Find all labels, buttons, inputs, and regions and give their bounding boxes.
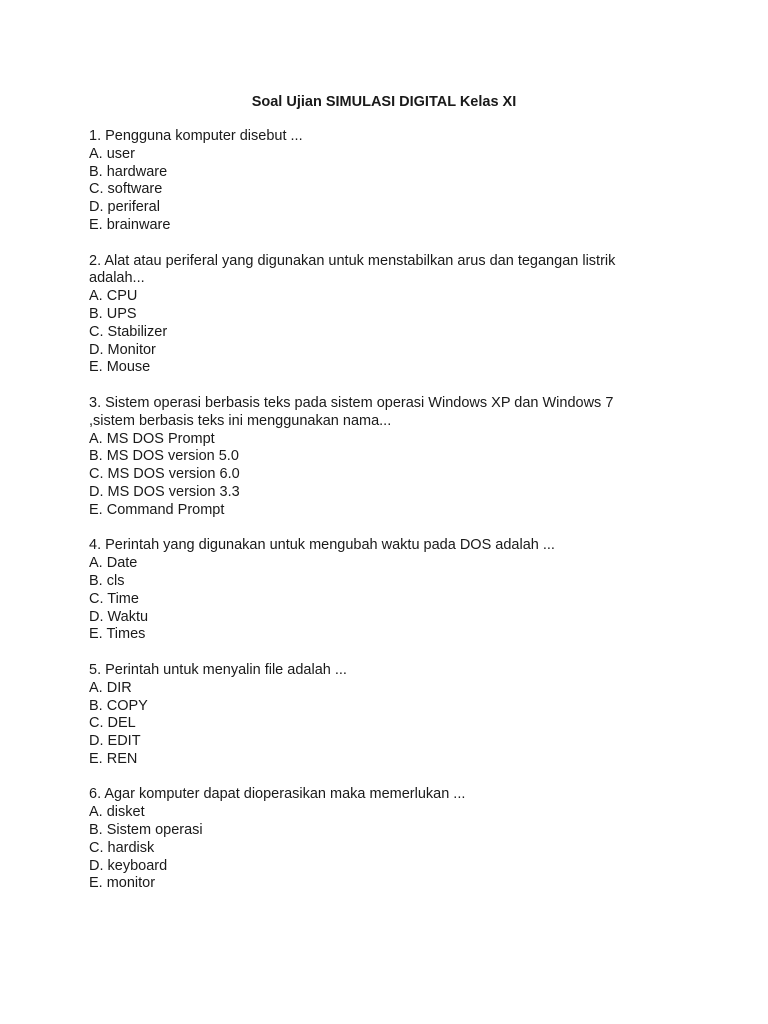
option-b: B. Sistem operasi xyxy=(89,822,203,839)
question-text: 3. Sistem operasi berbasis teks pada sistem operasi Windows XP dan Windows 7 ,sistem berbasis teks ini menggunakan nama... xyxy=(89,394,614,429)
question-text: 2. Alat atau periferal yang digunakan untuk menstabilkan arus dan tegangan listrik adalah... xyxy=(89,252,616,287)
question-text: 5. Perintah untuk menyalin file adalah ... xyxy=(89,661,347,678)
option-a: A. CPU xyxy=(89,288,138,305)
option-c: C. Time xyxy=(89,590,139,607)
option-a: A. MS DOS Prompt xyxy=(89,430,215,447)
question-text: 6. Agar komputer dapat dioperasikan maka memerlukan ... xyxy=(89,786,466,803)
option-b: B. hardware xyxy=(89,163,168,180)
option-e: E. Times xyxy=(89,626,146,643)
question-6 xyxy=(89,786,649,893)
question-text: 4. Perintah yang digunakan untuk mengubah waktu pada DOS adalah ... xyxy=(89,537,555,554)
option-d: D. EDIT xyxy=(89,733,141,750)
option-b: B. cls xyxy=(89,572,125,589)
option-b: B. UPS xyxy=(89,305,137,322)
option-e: E. Mouse xyxy=(89,359,151,376)
question-1 xyxy=(89,128,649,235)
question-5 xyxy=(89,662,649,769)
document-title: Soal Ujian SIMULASI DIGITAL Kelas XI xyxy=(251,94,517,110)
option-a: A. disket xyxy=(89,804,145,821)
option-b: B. MS DOS version 5.0 xyxy=(89,448,239,465)
option-c: C. MS DOS version 6.0 xyxy=(89,466,240,483)
option-d: D. Waktu xyxy=(89,608,149,625)
option-d: D. Monitor xyxy=(89,341,156,358)
option-a: A. Date xyxy=(89,555,138,572)
option-d: D. MS DOS version 3.3 xyxy=(89,483,240,500)
option-c: C. Stabilizer xyxy=(89,323,168,340)
option-e: E. monitor xyxy=(89,875,156,892)
option-a: A. DIR xyxy=(89,679,132,696)
question-3 xyxy=(89,395,649,520)
option-e: E. REN xyxy=(89,750,138,767)
question-2 xyxy=(89,253,649,378)
option-c: C. software xyxy=(89,181,163,198)
question-text: 1. Pengguna komputer disebut ... xyxy=(89,128,303,144)
question-4 xyxy=(89,537,649,644)
option-e: E. Command Prompt xyxy=(89,501,225,518)
option-d: D. periferal xyxy=(89,199,160,216)
option-c: C. DEL xyxy=(89,715,136,732)
option-b: B. COPY xyxy=(89,697,148,714)
option-d: D. keyboard xyxy=(89,857,168,874)
option-c: C. hardisk xyxy=(89,839,155,856)
option-e: E. brainware xyxy=(89,216,171,233)
question-list xyxy=(89,128,649,911)
option-a: A. user xyxy=(89,145,135,162)
